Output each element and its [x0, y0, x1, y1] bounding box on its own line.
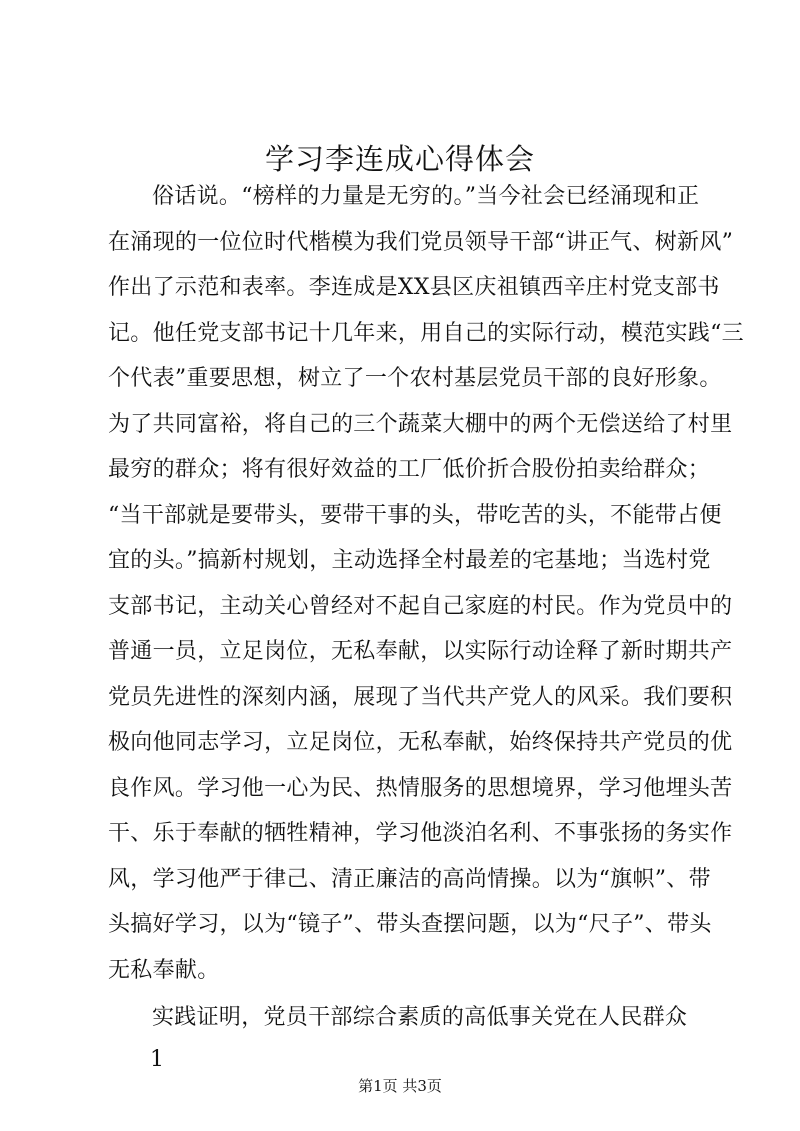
- page-footer: 第1页 共3页: [358, 1077, 442, 1095]
- body-line: 支部书记，主动关心曾经对不起自己家庭的村民。作为党员中的: [108, 594, 733, 619]
- body-line: 党员先进性的深刻内涵，展现了当代共产党人的风采。我们要积: [108, 685, 733, 710]
- body-line: 良作风。学习他一心为民、热情服务的思想境界，学习他埋头苦: [108, 776, 733, 801]
- body-line: 在涌现的一位位时代楷模为我们党员领导干部“讲正气、树新风”: [108, 230, 734, 255]
- body-line: 个代表”重要思想，树立了一个农村基层党员干部的良好形象。: [108, 366, 722, 391]
- body-line: 极向他同志学习，立足岗位，无私奉献，始终保持共产党员的优: [108, 730, 733, 755]
- body-line: “当干部就是要带头，要带干事的头，带吃苦的头，不能带占便: [108, 503, 722, 528]
- body-line: 普通一员，立足岗位，无私奉献，以实际行动诠释了新时期共产: [108, 639, 733, 664]
- body-line: 风，学习他严于律己、清正廉洁的高尚情操。以为“旗帜”、带: [108, 867, 711, 892]
- page-mark: 1: [150, 1047, 164, 1072]
- body-line: 最穷的群众；将有很好效益的工厂低价折合股份拍卖给群众；: [108, 457, 711, 482]
- body-line: 记。他任党支部书记十几年来，用自己的实际行动，模范实践“三: [108, 321, 744, 346]
- body-line: 作出了示范和表率。李连成是XX县区庆祖镇西辛庄村党支部书: [108, 275, 720, 300]
- body-line: 干、乐于奉献的牺牲精神，学习他淡泊名利、不事张扬的务实作: [108, 821, 733, 846]
- body-line: 为了共同富裕，将自己的三个蔬菜大棚中的两个无偿送给了村里: [108, 412, 733, 437]
- body-line: 无私奉献。: [108, 958, 220, 983]
- document-title: 学习李连成心得体会: [264, 142, 535, 176]
- body-line: 头搞好学习，以为“镜子”、带头查摆问题，以为“尺子”、带头: [108, 912, 712, 937]
- body-line: 宜的头。”搞新村规划，主动选择全村最差的宅基地；当选村党: [108, 548, 711, 573]
- body-line: 实践证明，党员干部综合素质的高低事关党在人民群众: [152, 1005, 688, 1030]
- body-line: 俗话说。“榜样的力量是无穷的。”当今社会已经涌现和正: [152, 184, 700, 209]
